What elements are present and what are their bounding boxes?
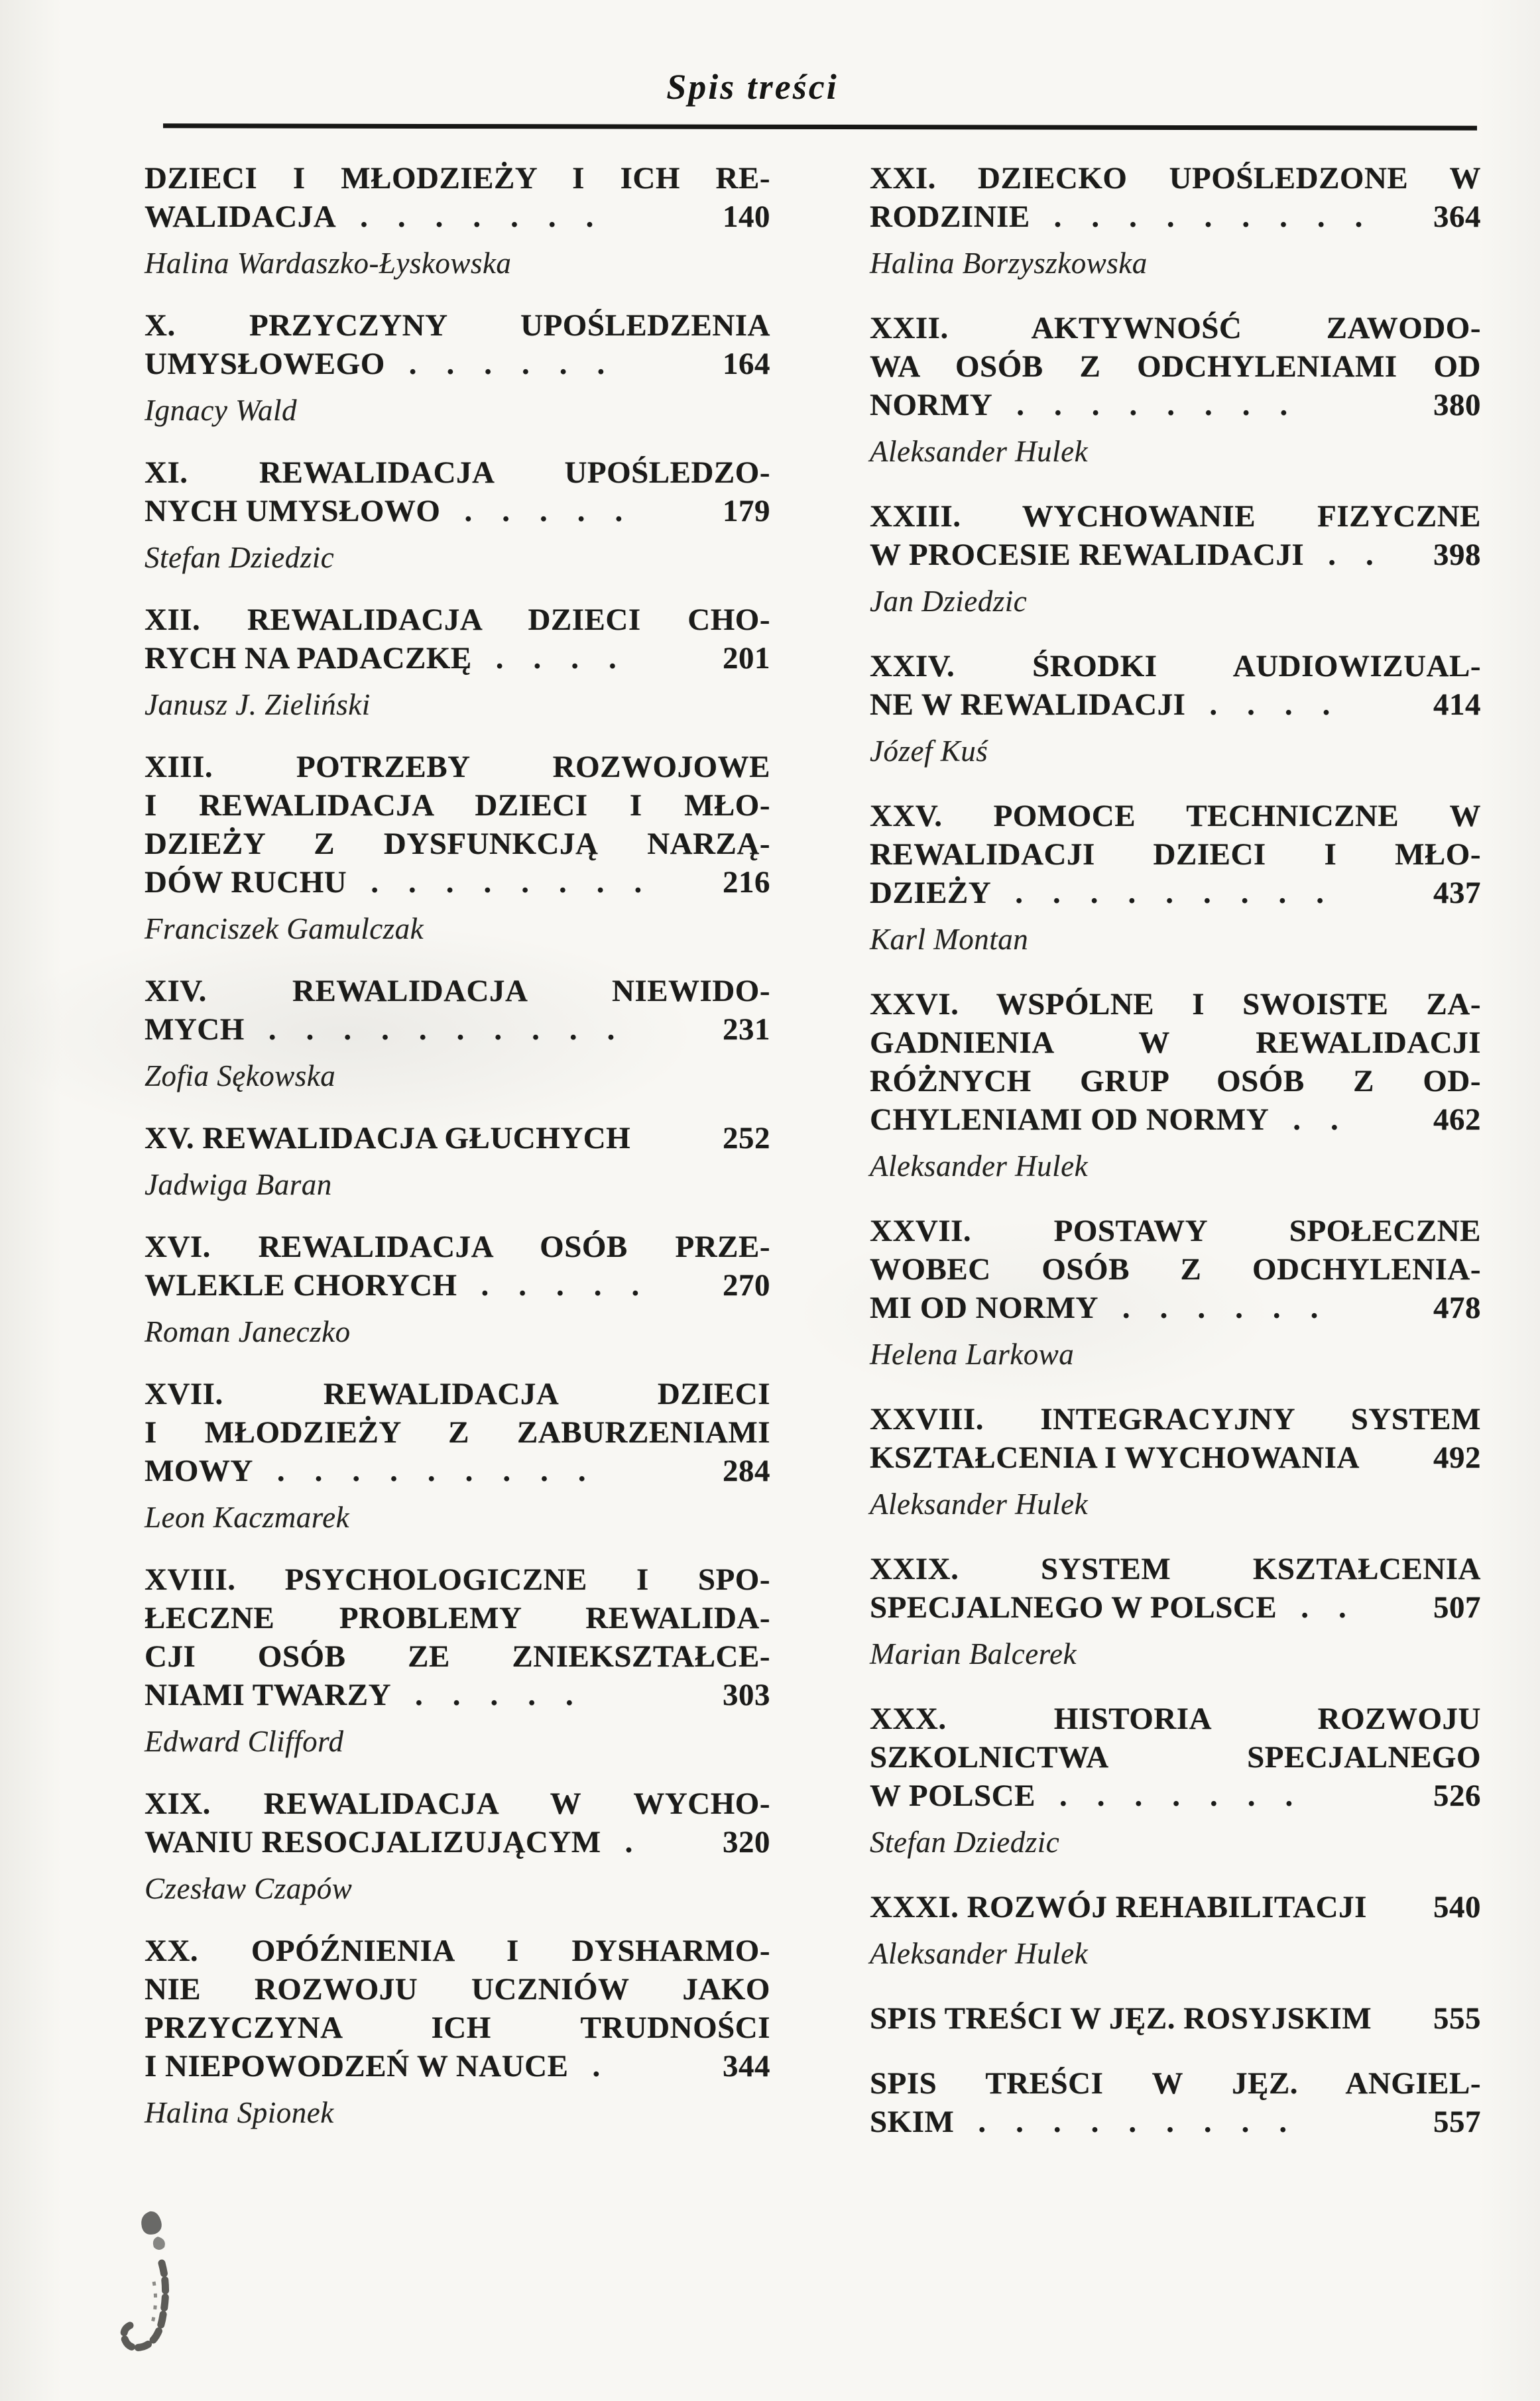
dot-leader: .... bbox=[495, 641, 646, 675]
entry-title-line: I REWALIDACJA DZIECI I MŁO- bbox=[145, 788, 770, 823]
entry-title-text: XXXI. ROZWÓJ REHABILITACJI bbox=[870, 1890, 1367, 1924]
page-number: 478 bbox=[1433, 1291, 1481, 1325]
dot-leader: ......... bbox=[1053, 200, 1393, 234]
toc-entry bbox=[145, 972, 770, 1095]
entry-title-lastline bbox=[145, 1010, 770, 1049]
entry-title-line: XVII. REWALIDACJA DZIECI bbox=[145, 1377, 770, 1411]
entry-title-line: ŁECZNE PROBLEMY REWALIDA- bbox=[145, 1601, 770, 1635]
entry-title-lastline bbox=[870, 1777, 1481, 1815]
page-number: 140 bbox=[723, 200, 770, 234]
entry-title-lastline bbox=[145, 639, 770, 677]
entry-title-line: PRZYCZYNA ICH TRUDNOŚCI bbox=[145, 2011, 770, 2045]
toc-entry bbox=[870, 1999, 1481, 2038]
author-name: Ignacy Wald bbox=[145, 394, 298, 427]
page-number: 414 bbox=[1433, 687, 1481, 722]
author-name: Aleksander Hulek bbox=[870, 1149, 1089, 1183]
toc-entry bbox=[145, 1375, 770, 1537]
entry-title-text: DÓW RUCHU bbox=[145, 865, 347, 900]
author-name: Józef Kuś bbox=[870, 734, 988, 768]
page-number: 462 bbox=[1433, 1102, 1481, 1137]
entry-title-text: RODZINIE bbox=[870, 200, 1030, 234]
dot-leader: ....... bbox=[360, 200, 624, 234]
entry-title-lastline bbox=[870, 685, 1481, 724]
toc-entry bbox=[870, 2064, 1481, 2141]
toc-entry bbox=[145, 748, 770, 948]
entry-title-text: SPECJALNEGO W POLSCE bbox=[870, 1590, 1277, 1625]
toc-column-left bbox=[145, 159, 770, 2156]
author-name: Jadwiga Baran bbox=[145, 1168, 332, 1201]
entry-title-line: XVI. REWALIDACJA OSÓB PRZE- bbox=[145, 1230, 770, 1264]
page-number: 540 bbox=[1433, 1890, 1481, 1924]
page-number: 252 bbox=[723, 1121, 770, 1155]
toc-entry bbox=[870, 1400, 1481, 1523]
page-number: 398 bbox=[1433, 538, 1481, 572]
entry-title-line: XXII. AKTYWNOŚĆ ZAWODO- bbox=[870, 311, 1481, 345]
entry-title-lastline bbox=[145, 863, 770, 902]
entry-title-line: XXIX. SYSTEM KSZTAŁCENIA bbox=[870, 1552, 1481, 1586]
entry-title-text: NYCH UMYSŁOWO bbox=[145, 494, 441, 528]
entry-title-line: XVIII. PSYCHOLOGICZNE I SPO- bbox=[145, 1562, 770, 1597]
entry-title-line: XIII. POTRZEBY ROZWOJOWE bbox=[145, 750, 770, 784]
toc-entry bbox=[145, 1228, 770, 1351]
toc-entry bbox=[870, 797, 1481, 959]
toc-entry bbox=[145, 601, 770, 724]
toc-entry bbox=[145, 1119, 770, 1204]
page-number: 507 bbox=[1433, 1590, 1481, 1625]
dot-leader: ..... bbox=[464, 494, 653, 528]
entry-title-lastline bbox=[870, 2103, 1481, 2141]
entry-title-text: MI OD NORMY bbox=[870, 1291, 1098, 1325]
toc-entry bbox=[145, 1560, 770, 1761]
author-name: Franciszek Gamulczak bbox=[145, 912, 424, 945]
author-name: Halina Wardaszko-Łyskowska bbox=[145, 247, 512, 280]
author-name: Stefan Dziedzic bbox=[145, 541, 335, 574]
entry-title-text: MOWY bbox=[145, 1454, 253, 1488]
dot-leader: .......... bbox=[268, 1012, 645, 1047]
entry-title-line: SPIS TREŚCI W JĘZ. ANGIEL- bbox=[870, 2066, 1481, 2101]
entry-title-lastline bbox=[145, 1676, 770, 1714]
entry-title-text: XV. REWALIDACJA GŁUCHYCH bbox=[145, 1121, 631, 1155]
entry-title-line: REWALIDACJI DZIECI I MŁO- bbox=[870, 837, 1481, 872]
entry-title-lastline bbox=[870, 536, 1481, 574]
entry-title-line: DZIECI I MŁODZIEŻY I ICH RE- bbox=[145, 161, 770, 196]
author-name: Aleksander Hulek bbox=[870, 435, 1089, 468]
entry-title-text: WANIU RESOCJALIZUJĄCYM bbox=[145, 1825, 601, 1859]
entry-title-lastline bbox=[870, 198, 1481, 236]
author-name: Halina Borzyszkowska bbox=[870, 247, 1148, 280]
entry-title-text: MYCH bbox=[145, 1012, 245, 1047]
page-number: 231 bbox=[723, 1012, 770, 1047]
dot-leader: ......... bbox=[1015, 876, 1354, 910]
dot-leader: ....... bbox=[1059, 1779, 1323, 1813]
entry-title-text: WLEKLE CHORYCH bbox=[145, 1268, 457, 1303]
entry-title-text: W PROCESIE REWALIDACJI bbox=[870, 538, 1305, 572]
entry-title-lastline bbox=[870, 1100, 1481, 1139]
entry-title-line: GADNIENIA W REWALIDACJI bbox=[870, 1025, 1481, 1060]
entry-title-lastline bbox=[870, 874, 1481, 912]
toc-entry bbox=[870, 309, 1481, 471]
entry-title-lastline bbox=[870, 1999, 1481, 2038]
entry-title-line: XIV. REWALIDACJA NIEWIDO- bbox=[145, 974, 770, 1008]
author-name: Stefan Dziedzic bbox=[870, 1826, 1060, 1859]
author-name: Halina Spionek bbox=[145, 2096, 334, 2129]
toc-entry bbox=[145, 453, 770, 577]
header-rule bbox=[163, 123, 1477, 130]
entry-title-line: XXX. HISTORIA ROZWOJU bbox=[870, 1702, 1481, 1736]
entry-title-line: XXV. POMOCE TECHNICZNE W bbox=[870, 799, 1481, 833]
entry-title-lastline bbox=[145, 1823, 770, 1861]
dot-leader: ........ bbox=[371, 865, 672, 900]
toc-entry bbox=[145, 1932, 770, 2132]
entry-title-lastline bbox=[145, 492, 770, 530]
entry-title-lastline bbox=[145, 345, 770, 383]
page-number: 164 bbox=[723, 347, 770, 381]
entry-title-lastline bbox=[870, 1289, 1481, 1327]
entry-title-text: SKIM bbox=[870, 2105, 955, 2139]
page-number: 492 bbox=[1433, 1440, 1481, 1475]
toc-entry bbox=[870, 647, 1481, 770]
entry-title-text: WALIDACJA bbox=[145, 200, 337, 234]
page-number: 303 bbox=[723, 1678, 770, 1712]
entry-title-line: XXI. DZIECKO UPOŚLEDZONE W bbox=[870, 161, 1481, 196]
entry-title-line: XXVII. POSTAWY SPOŁECZNE bbox=[870, 1214, 1481, 1248]
page-number: 284 bbox=[723, 1454, 770, 1488]
author-name: Leon Kaczmarek bbox=[145, 1501, 350, 1534]
toc-entry bbox=[870, 1700, 1481, 1861]
toc-entry bbox=[870, 985, 1481, 1185]
entry-title-line: XX. OPÓŹNIENIA I DYSHARMO- bbox=[145, 1934, 770, 1968]
entry-title-text: DZIEŻY bbox=[870, 876, 992, 910]
entry-title-line: WA OSÓB Z ODCHYLENIAMI OD bbox=[870, 349, 1481, 384]
entry-title-text: NORMY bbox=[870, 388, 993, 422]
dot-leader: .. bbox=[1301, 1590, 1376, 1625]
entry-title-lastline bbox=[870, 1438, 1481, 1477]
entry-title-text: CHYLENIAMI OD NORMY bbox=[870, 1102, 1270, 1137]
page-number: 344 bbox=[723, 2049, 770, 2083]
entry-title-line: NIE ROZWOJU UCZNIÓW JAKO bbox=[145, 1972, 770, 2007]
dot-leader: ..... bbox=[415, 1678, 603, 1712]
entry-title-text: SPIS TREŚCI W JĘZ. ROSYJSKIM bbox=[870, 2001, 1372, 2036]
entry-title-text: UMYSŁOWEGO bbox=[145, 347, 385, 381]
author-name: Marian Balcerek bbox=[870, 1637, 1077, 1670]
author-name: Zofia Sękowska bbox=[145, 1059, 336, 1092]
entry-title-text: KSZTAŁCENIA I WYCHOWANIA bbox=[870, 1440, 1360, 1475]
entry-title-lastline bbox=[870, 386, 1481, 424]
entry-title-line: XXVI. WSPÓLNE I SWOISTE ZA- bbox=[870, 987, 1481, 1022]
page-number: 216 bbox=[723, 865, 770, 900]
entry-title-lastline bbox=[145, 1266, 770, 1305]
entry-title-line: X. PRZYCZYNY UPOŚLEDZENIA bbox=[145, 308, 770, 343]
entry-title-line: XIX. REWALIDACJA W WYCHO- bbox=[145, 1786, 770, 1821]
entry-title-line: SZKOLNICTWA SPECJALNEGO bbox=[870, 1740, 1481, 1775]
entry-title-line: XXIV. ŚRODKI AUDIOWIZUAL- bbox=[870, 649, 1481, 683]
author-name: Aleksander Hulek bbox=[870, 1488, 1089, 1521]
dot-leader: ......... bbox=[978, 2105, 1317, 2139]
page-number: 557 bbox=[1433, 2105, 1481, 2139]
author-name: Helena Larkowa bbox=[870, 1338, 1075, 1371]
entry-title-lastline bbox=[145, 1452, 770, 1490]
ink-smudge-icon bbox=[114, 2202, 188, 2369]
entry-title-line: XXIII. WYCHOWANIE FIZYCZNE bbox=[870, 499, 1481, 534]
entry-title-line: DZIEŻY Z DYSFUNKCJĄ NARZĄ- bbox=[145, 827, 770, 861]
entry-title-lastline bbox=[145, 2047, 770, 2085]
toc-entry bbox=[870, 1888, 1481, 1973]
entry-title-text: I NIEPOWODZEŃ W NAUCE bbox=[145, 2049, 569, 2083]
entry-title-text: NE W REWALIDACJI bbox=[870, 687, 1186, 722]
dot-leader: . bbox=[624, 1825, 663, 1859]
toc-entry bbox=[145, 306, 770, 430]
entry-title-text: NIAMI TWARZY bbox=[145, 1678, 392, 1712]
entry-title-text: RYCH NA PADACZKĘ bbox=[145, 641, 472, 675]
entry-title-line: XI. REWALIDACJA UPOŚLEDZO- bbox=[145, 455, 770, 490]
entry-title-text: W POLSCE bbox=[870, 1779, 1036, 1813]
dot-leader: ...... bbox=[1122, 1291, 1348, 1325]
author-name: Janusz J. Zieliński bbox=[145, 688, 371, 721]
dot-leader: .... bbox=[1209, 687, 1360, 722]
toc-entry bbox=[145, 159, 770, 282]
toc-entry bbox=[870, 1550, 1481, 1673]
entry-title-lastline bbox=[870, 1588, 1481, 1627]
dot-leader: ..... bbox=[481, 1268, 670, 1303]
dot-leader: . bbox=[592, 2049, 630, 2083]
author-name: Karl Montan bbox=[870, 923, 1029, 956]
entry-title-line: RÓŻNYCH GRUP OSÓB Z OD- bbox=[870, 1064, 1481, 1098]
author-name: Roman Janeczko bbox=[145, 1315, 351, 1348]
entry-title-lastline bbox=[870, 1888, 1481, 1926]
page-number: 201 bbox=[723, 641, 770, 675]
dot-leader: .. bbox=[1328, 538, 1403, 572]
author-name: Edward Clifford bbox=[145, 1725, 344, 1758]
entry-title-line: XII. REWALIDACJA DZIECI CHO- bbox=[145, 603, 770, 637]
entry-title-line: I MŁODZIEŻY Z ZABURZENIAMI bbox=[145, 1415, 770, 1450]
page-number: 364 bbox=[1433, 200, 1481, 234]
toc-entry bbox=[870, 497, 1481, 620]
entry-title-line: WOBEC OSÓB Z ODCHYLENIA- bbox=[870, 1252, 1481, 1287]
page-title: Spis treści bbox=[666, 67, 839, 107]
page-number: 437 bbox=[1433, 876, 1481, 910]
author-name: Aleksander Hulek bbox=[870, 1937, 1089, 1970]
page-number: 179 bbox=[723, 494, 770, 528]
entry-title-lastline bbox=[145, 1119, 770, 1157]
page-number: 320 bbox=[723, 1825, 770, 1859]
dot-leader: ...... bbox=[408, 347, 635, 381]
dot-leader: .. bbox=[1293, 1102, 1368, 1137]
dot-leader: ........ bbox=[1016, 388, 1318, 422]
page-number: 555 bbox=[1433, 2001, 1481, 2036]
toc-entry bbox=[870, 1212, 1481, 1374]
toc-column-right bbox=[870, 159, 1481, 2168]
toc-entry bbox=[870, 159, 1481, 282]
page-number: 380 bbox=[1433, 388, 1481, 422]
page-number: 270 bbox=[723, 1268, 770, 1303]
author-name: Jan Dziedzic bbox=[870, 585, 1028, 618]
page-number: 526 bbox=[1433, 1779, 1481, 1813]
dot-leader: ......... bbox=[276, 1454, 616, 1488]
entry-title-line: XXVIII. INTEGRACYJNY SYSTEM bbox=[870, 1402, 1481, 1436]
entry-title-lastline bbox=[145, 198, 770, 236]
entry-title-line: CJI OSÓB ZE ZNIEKSZTAŁCE- bbox=[145, 1639, 770, 1674]
author-name: Czesław Czapów bbox=[145, 1872, 353, 1905]
toc-entry bbox=[145, 1785, 770, 1908]
